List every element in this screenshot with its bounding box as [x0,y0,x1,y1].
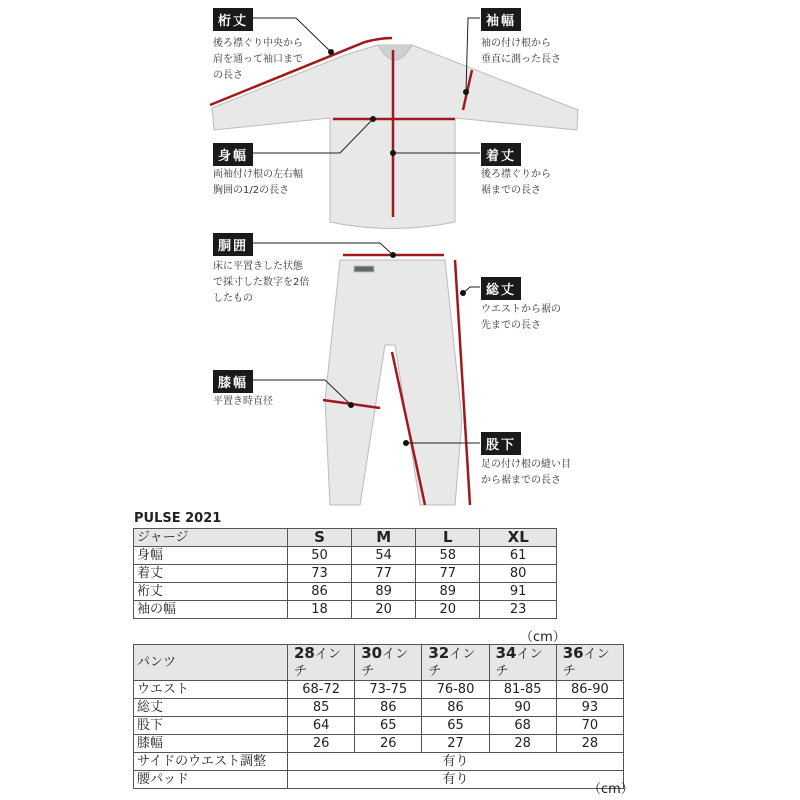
value-cell: 90 [489,699,556,717]
size-unit: インチ [428,647,476,679]
table-row [134,735,624,753]
value-cell: 76-80 [422,681,489,699]
value-cell: 58 [416,547,480,565]
label-sodehaba: 袖幅 [481,8,521,31]
value-cell: 73-75 [355,681,422,699]
row-label: 裄丈 [134,583,288,601]
value-cell: 有り [288,771,624,789]
row-label: ウエスト [134,681,288,699]
value-cell: 68 [489,717,556,735]
pants-unit: （cm） [588,782,634,797]
table-row [134,771,624,789]
value-cell: 28 [489,735,556,753]
desc-sodehaba: 袖の付け根から 垂直に測った長さ [481,38,561,65]
value-cell: 91 [480,583,557,601]
label-doui: 胴囲 [213,233,253,256]
label-matashita: 股下 [481,432,521,455]
value-cell: 73 [288,565,352,583]
value-cell: 89 [416,583,480,601]
value-cell: 77 [416,565,480,583]
header-cell: L [416,529,480,547]
header-cell: S [288,529,352,547]
table-row [134,699,624,717]
value-cell: 93 [556,699,623,717]
value-cell: 77 [352,565,416,583]
table-row [134,565,557,583]
size-unit: インチ [361,647,409,679]
value-cell: 64 [288,717,355,735]
value-cell: 61 [480,547,557,565]
label-soutake: 総丈 [481,277,521,300]
value-cell: 68-72 [288,681,355,699]
value-cell: 80 [480,565,557,583]
value-cell: 86 [355,699,422,717]
desc-mihaba: 両袖付け根の左右幅 胸囲の1/2の長さ [213,169,303,196]
jersey-unit: （cm） [520,630,566,645]
desc-yukitake: 後ろ襟ぐり中央から 肩を通って袖口まで の長さ [213,38,303,81]
pants-drawing [325,260,462,505]
size-unit: インチ [495,647,543,679]
value-cell: 54 [352,547,416,565]
desc-doui: 床に平置きした状態 で採寸した数字を2倍 したもの [213,261,310,304]
label-yukitake: 桁丈 [213,8,253,31]
label-kitake: 着丈 [481,143,521,166]
value-cell: 65 [355,717,422,735]
value-cell: 86 [288,583,352,601]
table-row [134,547,557,565]
value-cell: 28 [556,735,623,753]
label-hizahaba: 膝幅 [213,370,253,393]
row-label: 総丈 [134,699,288,717]
header-cell [422,645,489,681]
row-label: 股下 [134,717,288,735]
header-cell [355,645,422,681]
size-number: 34 [495,644,517,662]
header-cell [556,645,623,681]
value-cell: 81-85 [489,681,556,699]
desc-matashita: 足の付け根の縫い目 から裾までの長さ [481,459,571,486]
header-cell: パンツ [134,645,288,681]
size-number: 36 [562,644,584,662]
pants-size-table [133,644,624,789]
value-cell: 23 [480,601,557,619]
row-label: 身幅 [134,547,288,565]
value-cell: 26 [288,735,355,753]
size-number: 30 [361,644,383,662]
value-cell: 有り [288,753,624,771]
size-unit: インチ [294,647,341,679]
table-header-row [134,645,624,681]
value-cell: 89 [352,583,416,601]
row-label: 腰パッド [134,771,288,789]
value-cell: 20 [352,601,416,619]
desc-kitake: 後ろ襟ぐりから 裾までの長さ [481,169,551,196]
size-number: 32 [428,644,450,662]
jersey-size-table [133,528,557,619]
header-cell [489,645,556,681]
table-header-row [134,529,557,547]
table-row [134,753,624,771]
size-unit: インチ [562,647,610,679]
table-row [134,681,624,699]
product-title: PULSE 2021 [134,511,222,526]
value-cell: 27 [422,735,489,753]
value-cell: 70 [556,717,623,735]
table-row [134,583,557,601]
size-number: 28 [294,644,315,662]
value-cell: 20 [416,601,480,619]
row-label: 膝幅 [134,735,288,753]
row-label: サイドのウエスト調整 [134,753,288,771]
table-row [134,601,557,619]
value-cell: 86-90 [556,681,623,699]
row-label: 着丈 [134,565,288,583]
table-row [134,717,624,735]
value-cell: 50 [288,547,352,565]
desc-soutake: ウエストから裾の 先までの長さ [481,304,561,331]
desc-hizahaba: 平置き時直径 [213,396,273,407]
value-cell: 85 [288,699,355,717]
header-cell: XL [480,529,557,547]
value-cell: 86 [422,699,489,717]
row-label: 袖の幅 [134,601,288,619]
label-mihaba: 身幅 [213,143,253,166]
value-cell: 26 [355,735,422,753]
header-cell: ジャージ [134,529,288,547]
value-cell: 18 [288,601,352,619]
value-cell: 65 [422,717,489,735]
header-cell [288,645,355,681]
header-cell: M [352,529,416,547]
